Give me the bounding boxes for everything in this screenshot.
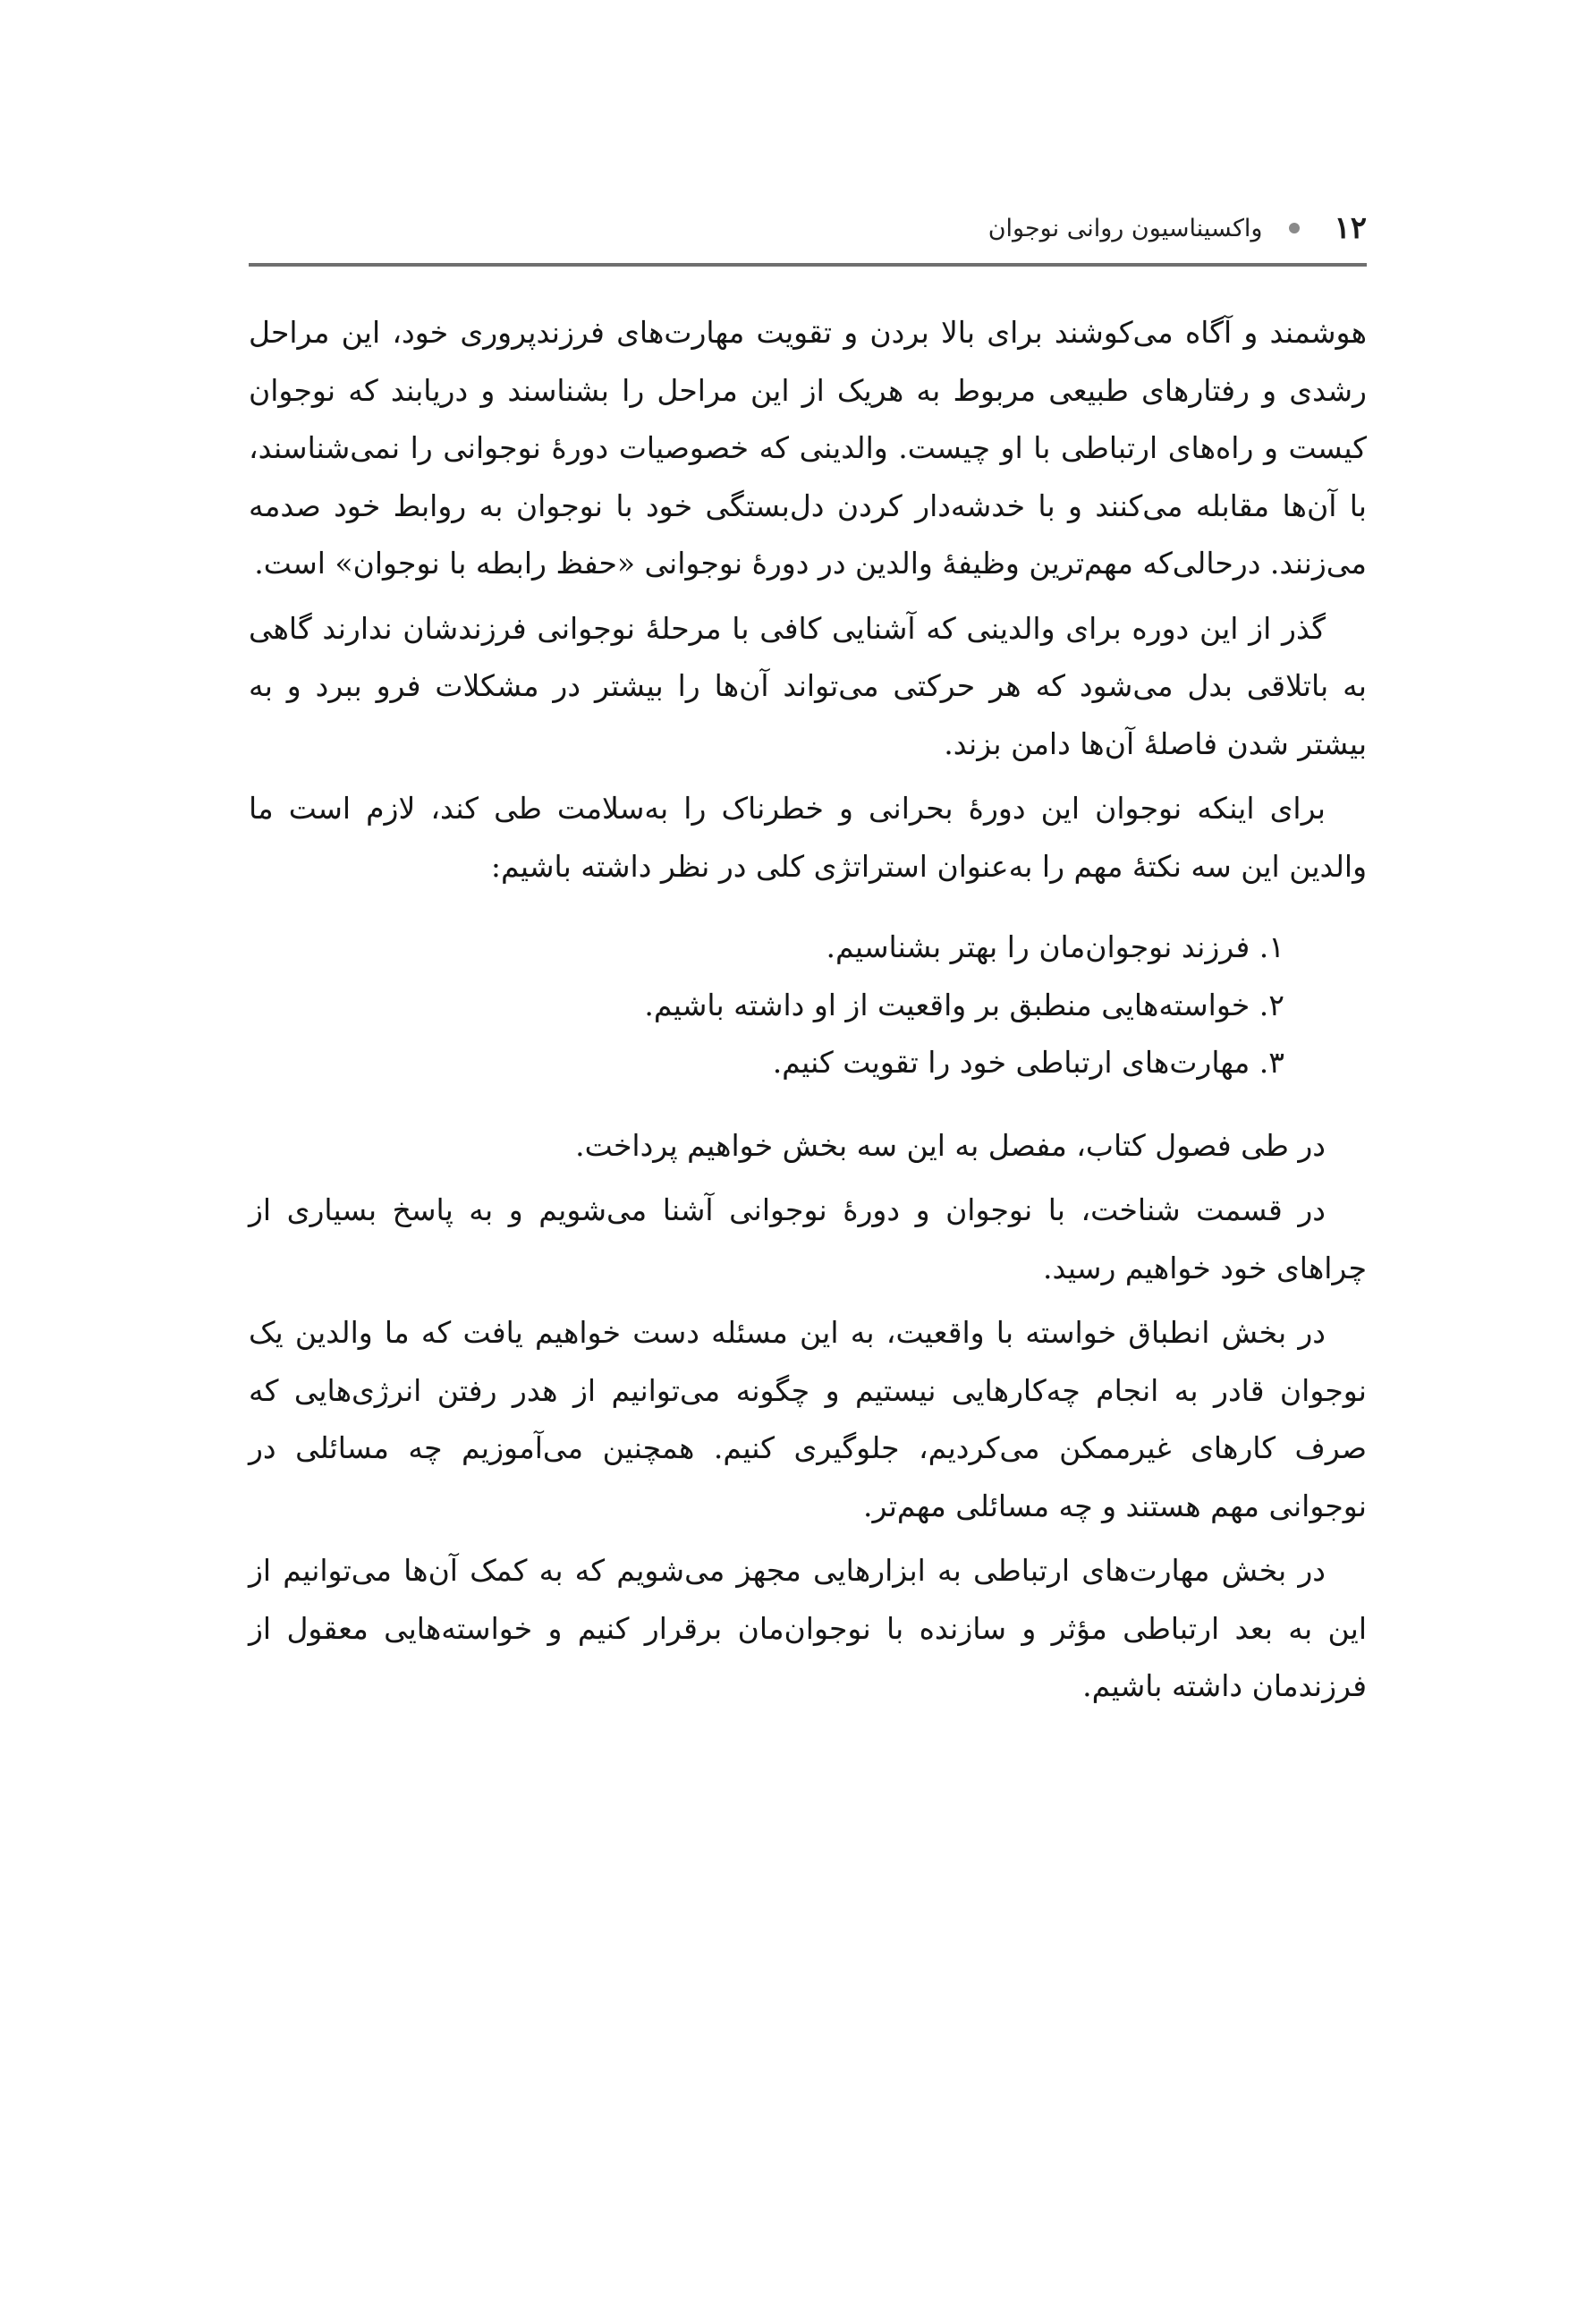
header-bullet-icon bbox=[1289, 223, 1300, 233]
list-item: ۲. خواسته‌هایی منطبق بر واقعیت از او داشته باشیم. bbox=[644, 987, 1284, 1022]
strategy-list bbox=[249, 919, 1367, 1092]
paragraph-7: در بخش مهارت‌های ارتباطی به ابزارهایی مجهز می‌شویم که به کمک آن‌ها می‌توانیم از این به بعد ارتباطی مؤثر و سازنده با نوجوان‌مان برقرار کنیم و خواسته‌هایی معقول از فرزندمان داشته باشیم. bbox=[249, 1553, 1367, 1703]
paragraph-2: گذر از این دوره برای والدینی که آشنایی کافی با مرحلهٔ نوجوانی فرزندشان ندارند گاهی به باتلاقی بدل می‌شود که هر حرکتی می‌تواند آن‌ها را بیشتر در مشکلات فرو ببرد و به بیشتر شدن فاصلهٔ آن‌ها دامن بزند. bbox=[249, 610, 1367, 761]
page-number: ۱۲ bbox=[1334, 210, 1367, 246]
header-divider bbox=[249, 263, 1367, 267]
running-title: واکسیناسیون روانی نوجوان bbox=[987, 214, 1263, 242]
paragraph-5: در قسمت شناخت، با نوجوان و دورهٔ نوجوانی آشنا می‌شویم و به پاسخ بسیاری از چراهای خود خواهیم رسید. bbox=[249, 1192, 1367, 1285]
paragraph-1: هوشمند و آگاه می‌کوشند برای بالا بردن و تقویت مهارت‌های فرزندپروری خود، این مراحل رشدی و رفتارهای طبیعی مربوط به هریک از این مراحل را بشناسند و دریابند که نوجوان کیست و راه‌های ارتباطی با او چیست. والدینی که خصوصیات دورهٔ نوجوانی را نمی‌شناسند، با آن‌ها مقابله می‌کنند و با خدشه‌دار کردن دل‌بستگی خود با نوجوان به روابط خود صدمه می‌زنند. درحالی‌که مهم‌ترین وظیفهٔ والدین در دورهٔ نوجوانی «حفظ رابطه با نوجوان» است. bbox=[249, 315, 1367, 581]
paragraph-6: در بخش انطباق خواسته با واقعیت، به این مسئله دست خواهیم یافت که ما والدین یک نوجوان قادر به انجام چه‌کارهایی نیستیم و چگونه می‌توانیم از هدر رفتن انرژی‌هایی که صرف کارهای غیرممکن می‌کردیم، جلوگیری کنیم. همچنین می‌آموزیم چه مسائلی در نوجوانی مهم هستند و چه مسائلی مهم‌تر. bbox=[249, 1315, 1367, 1523]
list-item: ۱. فرزند نوجوان‌مان را بهتر بشناسیم. bbox=[826, 929, 1284, 964]
paragraph-3: برای اینکه نوجوان این دورهٔ بحرانی و خطرناک را به‌سلامت طی کند، لازم است ما والدین این سه نکتهٔ مهم را به‌عنوان استراتژی کلی در نظر داشته باشیم: bbox=[249, 791, 1367, 884]
list-item: ۳. مهارت‌های ارتباطی خود را تقویت کنیم. bbox=[772, 1045, 1284, 1080]
page-body bbox=[249, 304, 1367, 1723]
page-header bbox=[249, 204, 1367, 252]
paragraph-4: در طی فصول کتاب، مفصل به این سه بخش خواهیم پرداخت. bbox=[575, 1127, 1326, 1163]
